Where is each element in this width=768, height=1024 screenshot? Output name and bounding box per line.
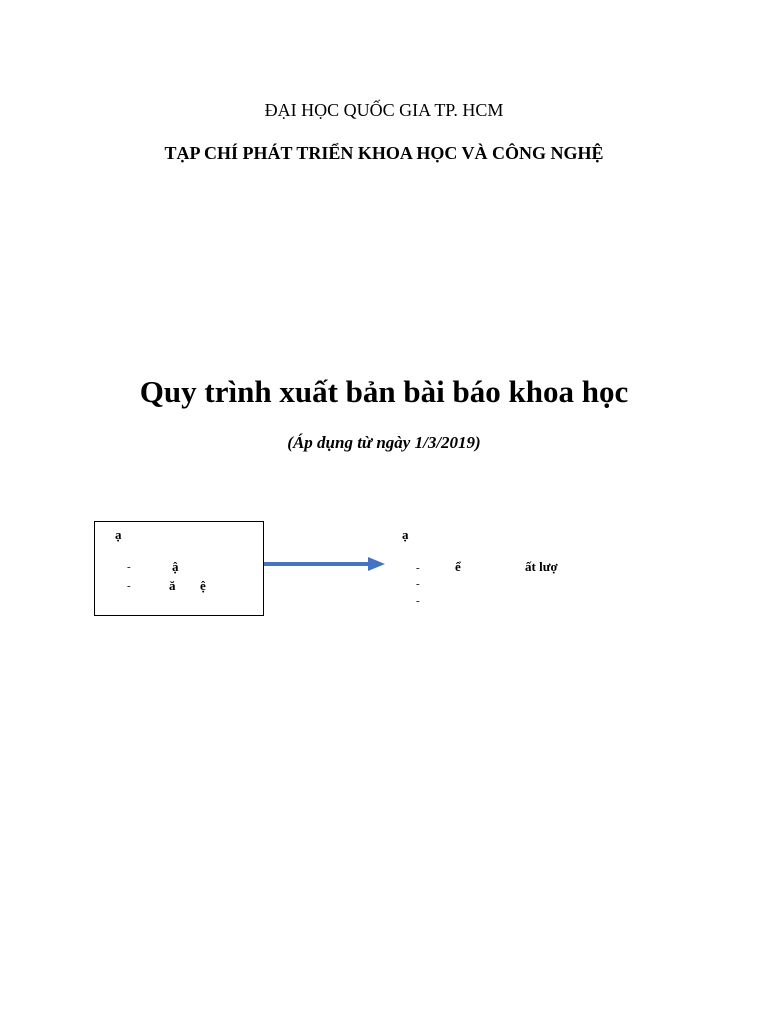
journal-name: TẠP CHÍ PHÁT TRIỂN KHOA HỌC VÀ CÔNG NGHỆ — [164, 143, 604, 163]
left-box-item-1-part-1: ậ — [172, 559, 179, 574]
left-box-dash-2: - — [127, 580, 131, 592]
university-name: ĐẠI HỌC QUỐC GIA TP. HCM — [264, 100, 504, 120]
left-box-item-2-part-1: ă — [169, 578, 176, 593]
right-box-dash-3: - — [416, 595, 420, 607]
right-box-item-1-part-1: ể — [455, 559, 461, 574]
right-box-heading: ạ — [402, 527, 409, 542]
flow-arrow — [264, 554, 386, 574]
right-box-dash-1: - — [416, 562, 420, 574]
left-box-dash-1: - — [127, 561, 131, 573]
flow-arrow-head — [368, 557, 385, 571]
left-box-heading: ạ — [115, 527, 122, 542]
document-subtitle: (Áp dụng từ ngày 1/3/2019) — [287, 433, 481, 452]
right-box-item-1-part-2: ất lượ — [525, 559, 558, 574]
right-box-dash-2: - — [416, 578, 420, 590]
left-box-item-2-part-2: ệ — [200, 578, 206, 593]
document-title: Quy trình xuất bản bài báo khoa học — [139, 374, 629, 409]
